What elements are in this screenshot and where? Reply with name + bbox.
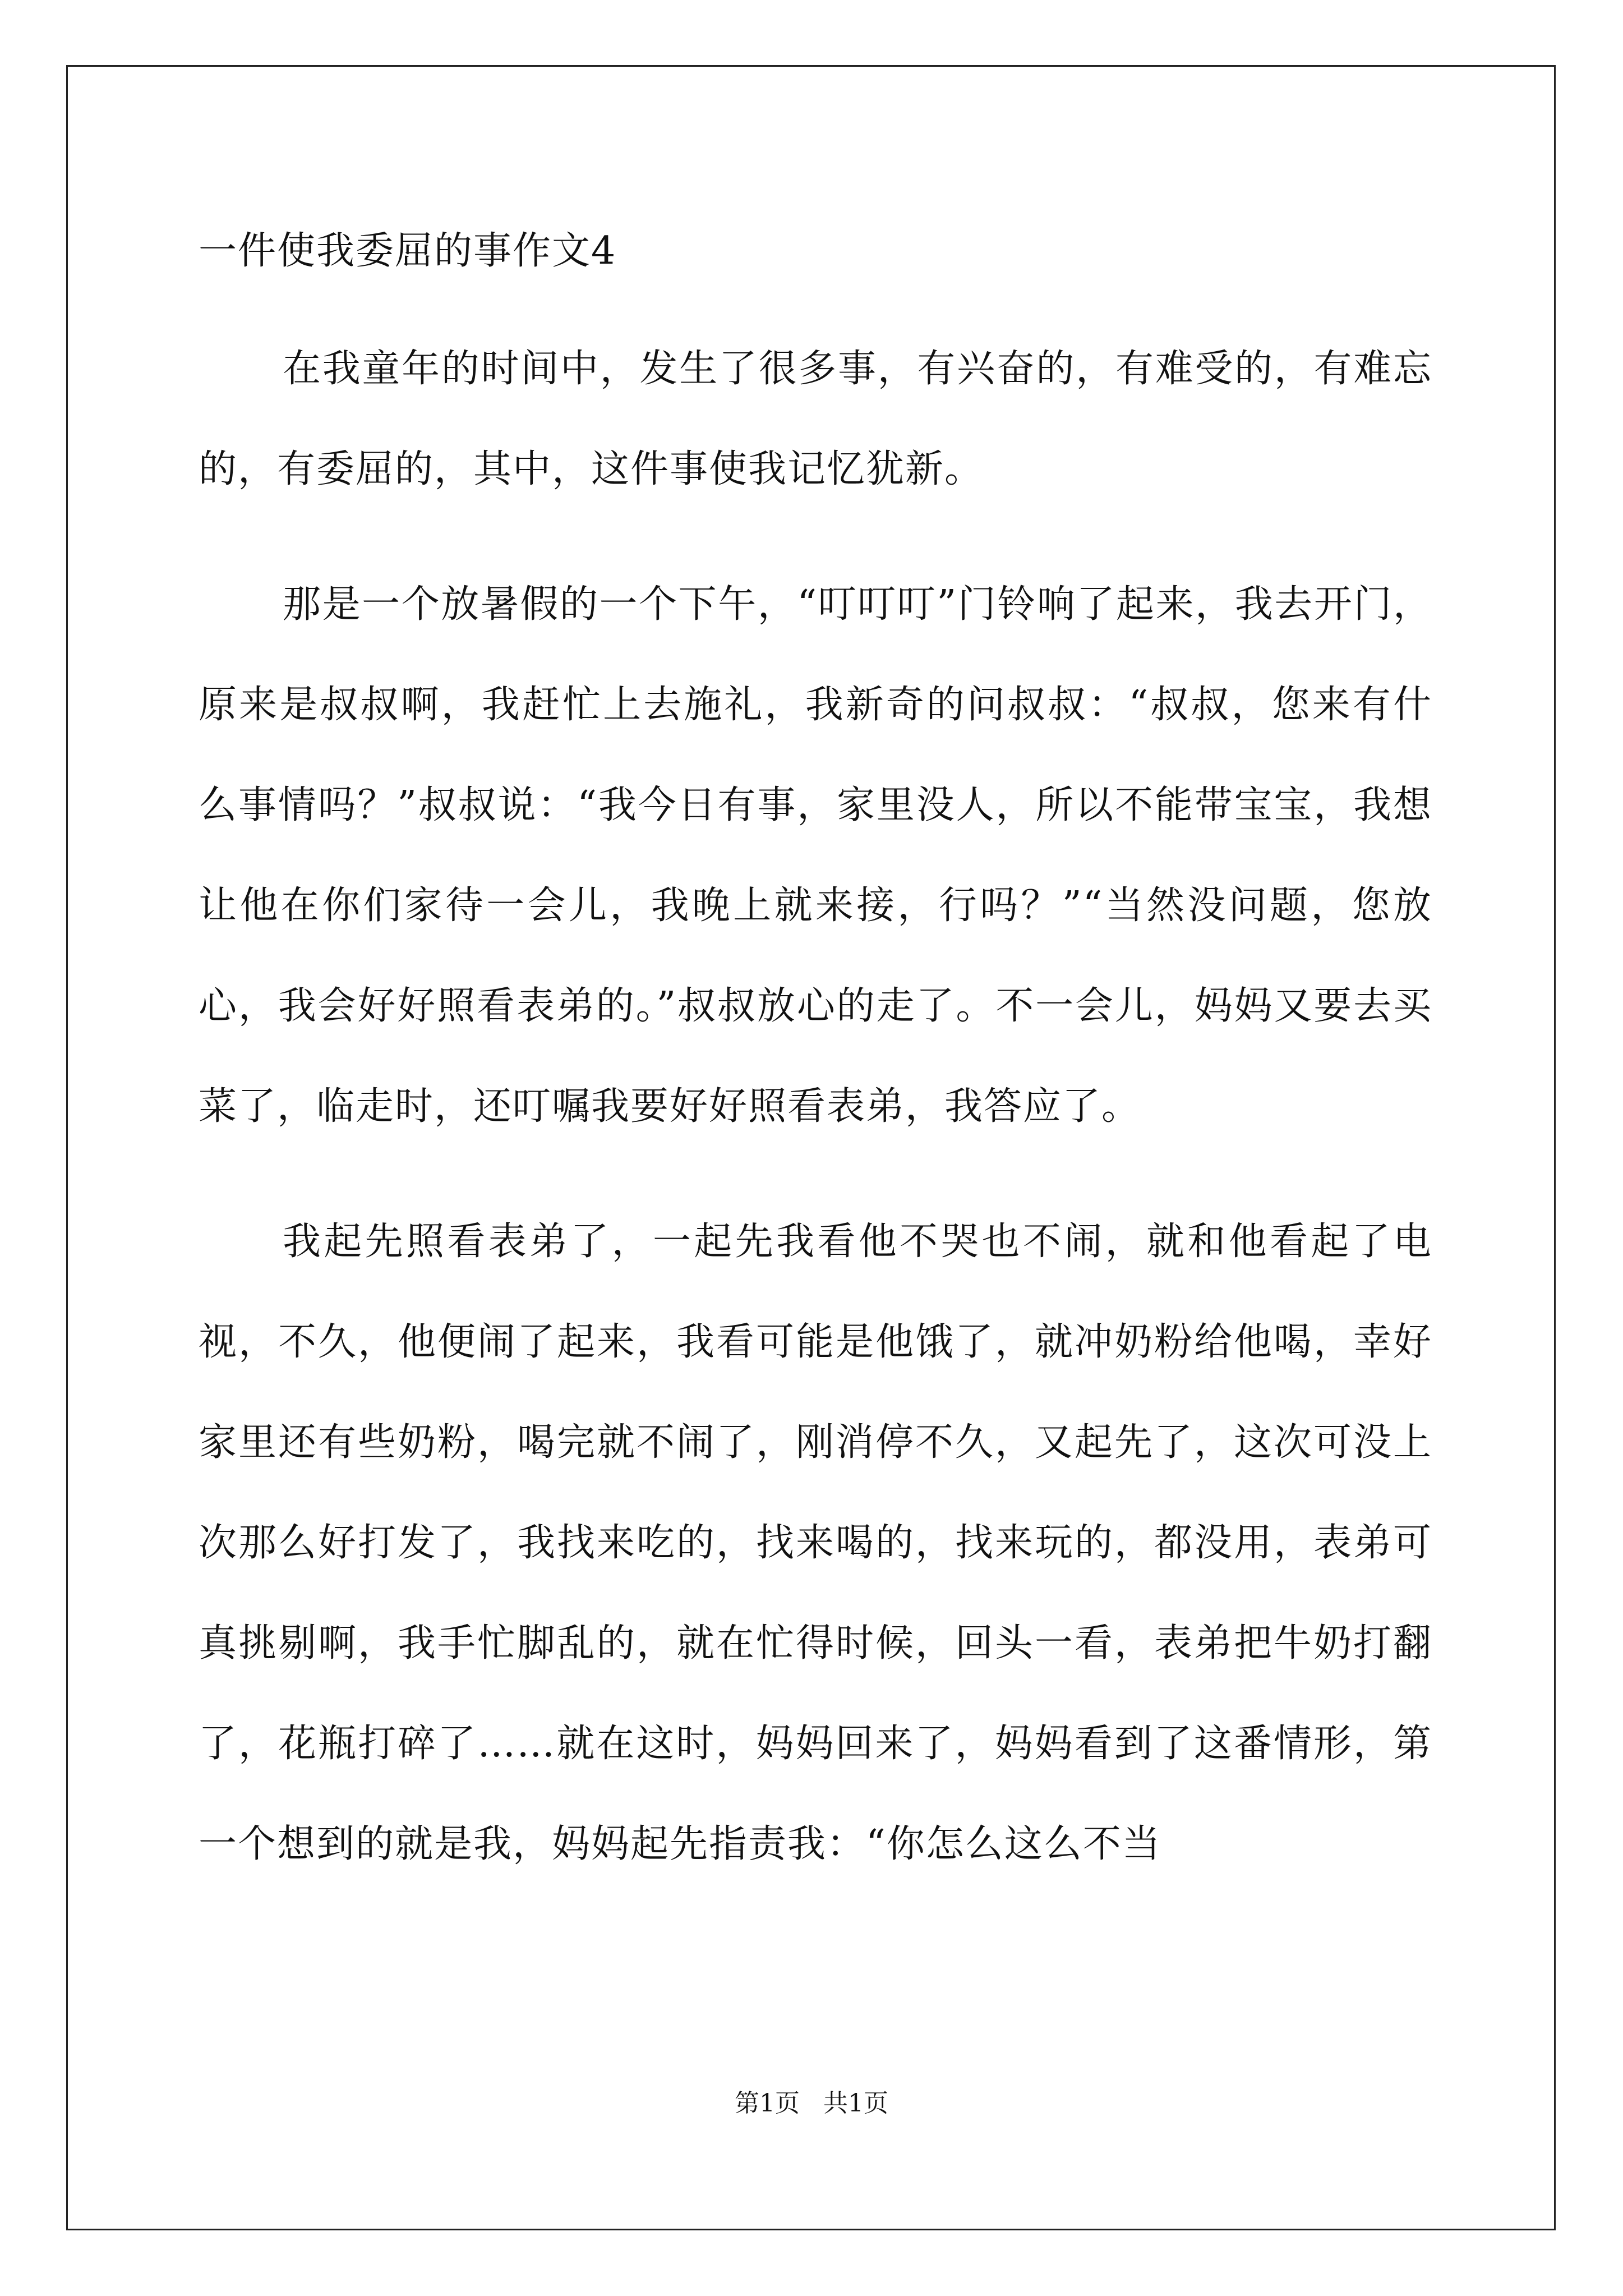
page-footer: 第1页 共1页: [735, 2089, 888, 2118]
paragraph: 那是一个放暑假的一个下午，“叮叮叮”门铃响了起来，我去开门，原来是叔叔啊，我赶忙上去施礼，我新奇的问叔叔：“叔叔，您来有什么事情吗？”叔叔说：“我今日有事，家里没人，所以不能带宝宝，我想让他在你们家待一会儿，我晚上就来接，行吗？”“当然没问题，您放心，我会好好照看表弟的。”叔叔放心的走了。不一会儿，妈妈又要去买菜了，临走时，还叮嘱我要好好照看表弟，我答应了。: [199, 582, 1432, 1129]
paragraph: 我起先照看表弟了，一起先我看他不哭也不闹，就和他看起了电视，不久，他便闹了起来，我看可能是他饿了，就冲奶粉给他喝，幸好家里还有些奶粉，喝完就不闹了，刚消停不久，又起先了，这次可没上次那么好打发了，我找来吃的，找来喝的，找来玩的，都没用，表弟可真挑剔啊，我手忙脚乱的，就在忙得时候，回头一看，表弟把牛奶打翻了，花瓶打碎了……就在这时，妈妈回来了，妈妈看到了这番情形，第一个想到的就是我，妈妈起先指责我：“你怎么这么不当: [199, 1220, 1432, 1866]
document-body: [199, 319, 1432, 1929]
document-title: 一件使我委屈的事作文4: [199, 229, 617, 273]
paragraph: 在我童年的时间中，发生了很多事，有兴奋的，有难受的，有难忘的，有委屈的，其中，这件事使我记忆犹新。: [199, 347, 1432, 491]
